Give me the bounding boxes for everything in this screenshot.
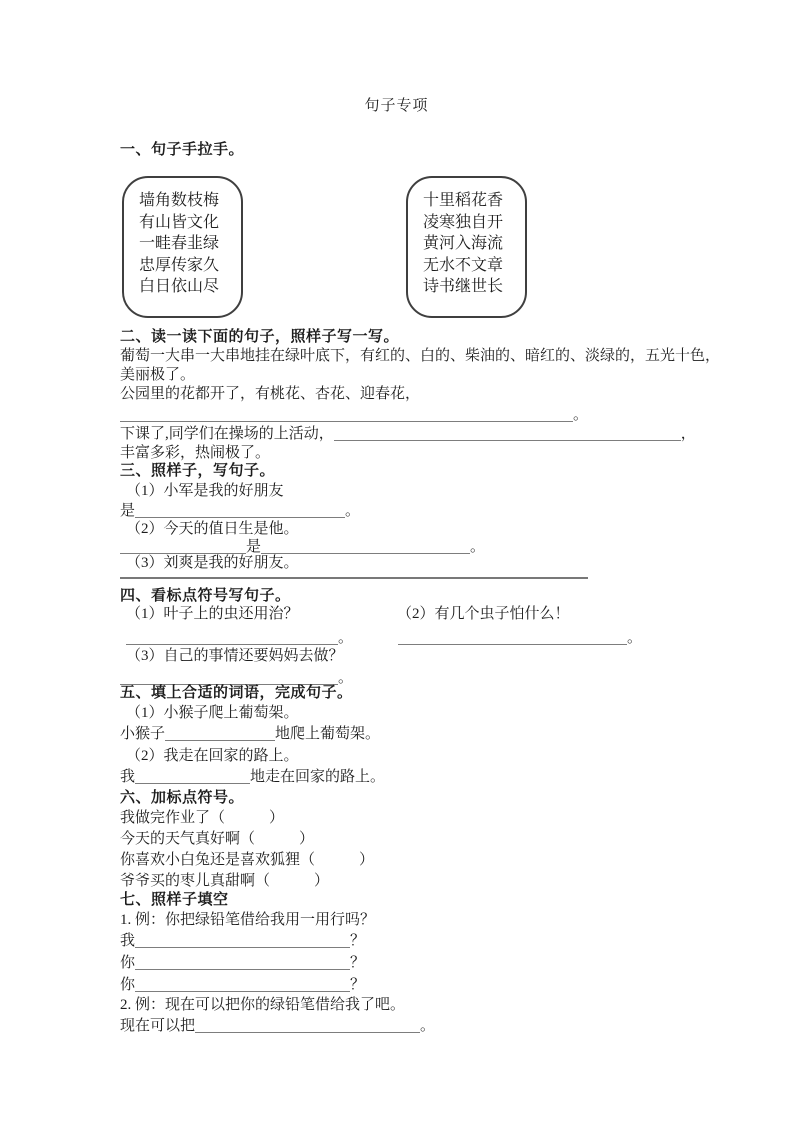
sentence-mid: 是 — [246, 539, 262, 555]
example-sentence: 美丽极了。 — [120, 367, 196, 383]
sentence-prefix: 你 — [120, 977, 136, 993]
poem-line: 有山皆文化 — [139, 213, 220, 231]
section1-heading: 一、句子手拉手。 — [120, 141, 245, 158]
exercise-item: （1）小猴子爬上葡萄架。 — [126, 705, 299, 721]
example-sentence: 1. 例：你把绿铅笔借给我用一用行吗？ — [120, 912, 376, 928]
sentence-prefix: 你喜欢小白兔还是喜欢狐狸（ — [120, 852, 316, 868]
poem-box-left — [122, 176, 243, 318]
poem-line: 一畦春韭绿 — [139, 235, 220, 252]
exercise-sentence: 丰富多彩，热闹极了。 — [120, 445, 271, 461]
doc-title: 句子专项 — [364, 98, 429, 114]
poem-line: 十里稻花香 — [423, 192, 504, 209]
punctuation: ？ — [350, 977, 366, 993]
fill-blank-underline — [165, 727, 275, 741]
exercise-item: （1）小军是我的好朋友 — [126, 483, 284, 499]
poem-line: 黄河入海流 — [423, 235, 504, 252]
punctuation: 。 — [470, 539, 486, 555]
exercise-item: （2）我走在回家的路上。 — [126, 748, 299, 764]
blank-row — [120, 1016, 435, 1036]
exercise-sentence: 公园里的花都开了，有桃花、杏花、迎春花， — [120, 386, 421, 402]
blank-row — [120, 975, 365, 995]
paren-close: ） — [359, 852, 375, 868]
section5-heading: 五、填上合适的词语，完成句子。 — [120, 684, 353, 701]
sentence-prefix: 是 — [120, 503, 136, 519]
fill-blank-underline — [120, 408, 573, 422]
fill-blank-underline — [261, 540, 470, 554]
blank-row — [120, 931, 365, 951]
sentence-prefix: 下课了,同学们在操场的上活动， — [120, 426, 334, 442]
punctuation: ？ — [350, 933, 366, 949]
sentence-prefix: 我 — [120, 933, 136, 949]
exercise-sentence — [120, 424, 696, 444]
fill-blank-underline — [135, 978, 350, 992]
sentence-prefix: 小猴子 — [120, 726, 166, 742]
punctuation: 。 — [338, 630, 354, 646]
punctuation: 。 — [627, 630, 643, 646]
section3-heading: 三、照样子，写句子。 — [120, 462, 276, 479]
blank-row — [120, 724, 380, 744]
fill-blank-underline — [135, 934, 350, 948]
poem-line: 白日依山尽 — [139, 278, 220, 295]
punctuation-exercise-line — [120, 808, 284, 828]
poem-box-right — [406, 176, 527, 318]
fill-blank-underline — [334, 427, 681, 441]
sentence-suffix: 地走在回家的路上。 — [250, 769, 386, 785]
poem-line: 凌寒独自开 — [423, 213, 504, 231]
punctuation: 。 — [573, 407, 589, 423]
punctuation-exercise-line — [120, 829, 314, 849]
sentence-prefix: 我 — [120, 769, 136, 785]
paren-close: ） — [314, 873, 330, 889]
punctuation: 。 — [345, 503, 361, 519]
sentence-suffix: 地爬上葡萄架。 — [275, 726, 381, 742]
example-sentence: 葡萄一大串一大串地挂在绿叶底下，有红的、白的、柴油的、暗红的、淡绿的，五光十色， — [120, 348, 721, 364]
blank-row — [120, 501, 360, 521]
sentence-prefix: 爷爷买的枣儿真甜啊（ — [120, 873, 271, 889]
paren-close: ） — [269, 810, 285, 826]
sentence-prefix: 今天的天气真好啊（ — [120, 831, 256, 847]
section2-heading: 二、读一读下面的句子，照样子写一写。 — [120, 328, 400, 345]
punctuation: 。 — [338, 670, 354, 686]
blank-row — [120, 767, 385, 787]
section4-heading: 四、看标点符号写句子。 — [120, 587, 291, 604]
exercise-item: （1）叶子上的虫还用治？ — [126, 606, 299, 622]
section7-heading: 七、照样子填空 — [120, 891, 229, 908]
fill-blank-underline — [126, 631, 338, 645]
fill-blank-underline — [195, 1019, 420, 1033]
punctuation-exercise-line — [120, 871, 329, 891]
sentence-prefix: 我做完作业了（ — [120, 810, 226, 826]
sentence-prefix: 现在可以把 — [120, 1018, 196, 1034]
blank-row — [120, 405, 588, 425]
blank-row — [126, 628, 353, 648]
section6-heading: 六、加标点符号。 — [120, 789, 245, 806]
exercise-item: （2）今天的值日生是他。 — [126, 521, 299, 537]
fill-blank-underline — [135, 504, 345, 518]
punctuation-exercise-line — [120, 850, 374, 870]
paren-close: ） — [299, 831, 315, 847]
exercise-item: （3）刘爽是我的好朋友。 — [126, 555, 299, 571]
blank-row — [120, 953, 365, 973]
fill-blank-underline — [398, 631, 627, 645]
poem-line: 忠厚传家久 — [139, 256, 220, 274]
poem-line: 诗书继世长 — [423, 278, 504, 295]
exercise-item: （2）有几个虫子怕什么！ — [397, 606, 570, 622]
fill-blank-underline — [135, 956, 350, 970]
punctuation: ？ — [350, 955, 366, 971]
answer-line — [120, 577, 588, 579]
punctuation: 。 — [420, 1018, 436, 1034]
blank-row — [398, 628, 642, 648]
fill-blank-underline — [135, 770, 250, 784]
poem-line: 墙角数枝梅 — [139, 192, 220, 209]
exercise-item: （3）自己的事情还要妈妈去做？ — [126, 648, 344, 664]
sentence-prefix: 你 — [120, 955, 136, 971]
example-sentence: 2. 例：现在可以把你的绿铅笔借给我了吧。 — [120, 997, 406, 1013]
punctuation: ， — [680, 426, 696, 442]
poem-line: 无水不文章 — [423, 256, 504, 274]
fill-blank-underline — [120, 540, 246, 554]
